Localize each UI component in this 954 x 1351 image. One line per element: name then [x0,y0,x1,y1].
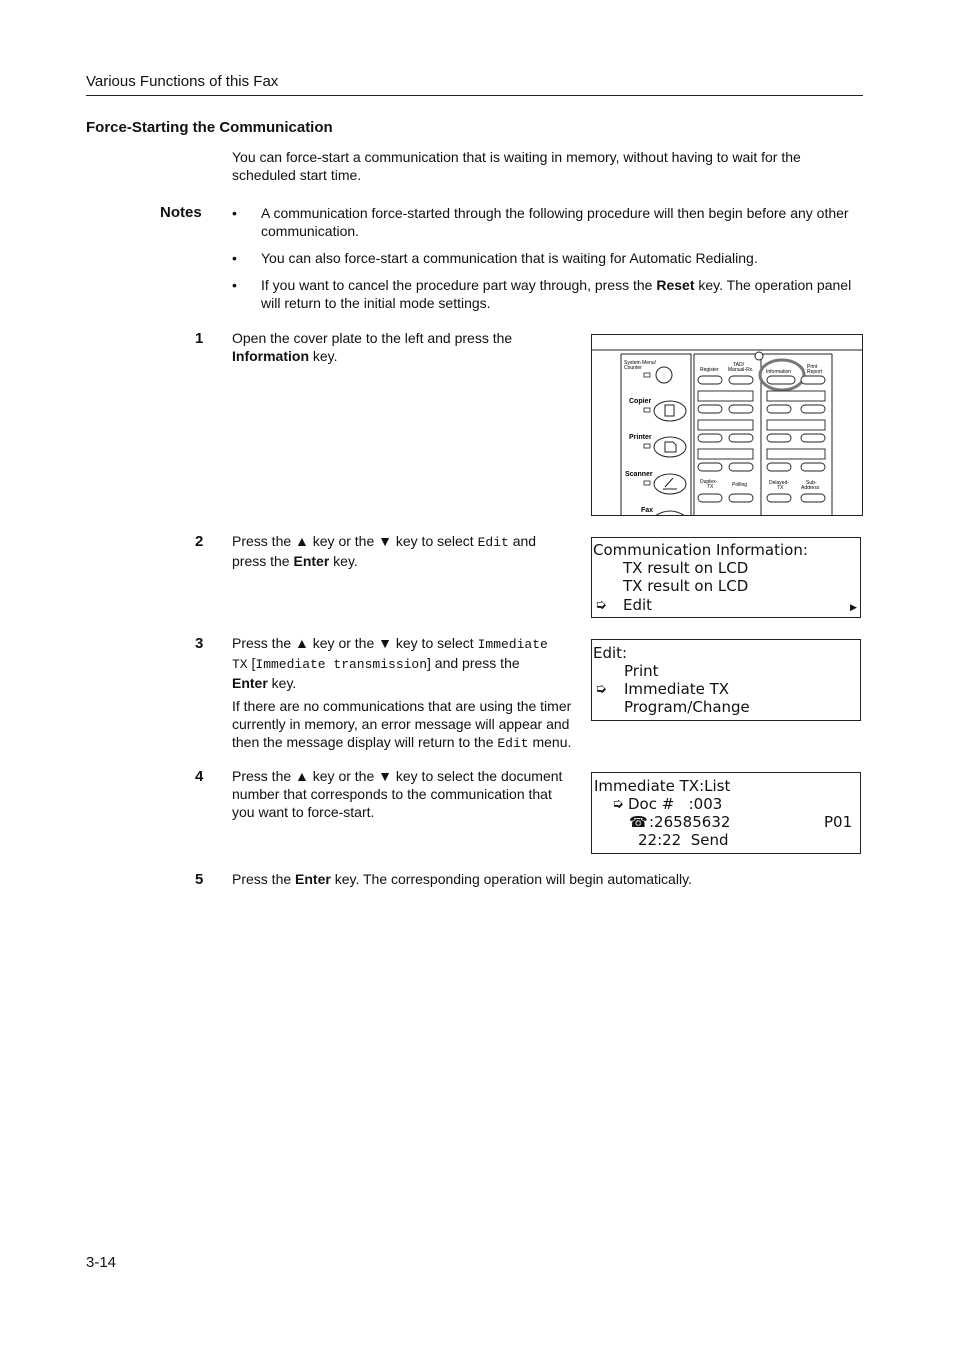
note-2: You can also force-start a communication that is waiting for Automatic Redialing. [261,250,758,266]
cursor-arrow-icon: ➭ [612,796,624,812]
key-label-manual-rx: Manual-Rx. [728,367,754,373]
lcd-row: TX result on LCD [623,577,749,595]
running-header [86,73,863,96]
mode-label-scanner: Scanner [625,471,653,478]
more-right-icon: ▶ [850,603,857,613]
step-number: 3 [195,635,204,652]
step-number: 1 [195,330,204,347]
cursor-arrow-icon: ➭ [595,681,607,697]
step-3-note: If there are no communications that are using the timer currently in memory, an error message will appear and then the message display will return to the Edit menu. [232,698,572,751]
operation-panel-illustration [591,334,863,516]
enter-key-label: Enter [232,675,268,691]
lcd-page: P01 [824,813,853,831]
step-4-text: Press the ▲ key or the ▼ key to select the document number that corresponds to the communication that you want to force-start. [232,768,563,820]
key-label-duplex-tx: Duplex- [700,479,718,485]
lcd-title: Communication Information: [593,541,808,559]
cursor-arrow-icon: ➭ [595,597,607,613]
step-5-text: Press the Enter key. The corresponding operation will begin automatically. [232,871,692,887]
svg-text:Address: Address [801,485,820,491]
lcd-row-selected: Edit [623,596,653,614]
section-title: Force-Starting the Communication [86,119,333,136]
svg-text:Report: Report [807,369,823,375]
note-1 [261,204,863,240]
reset-key-label: Reset [656,277,695,293]
lcd-title: Edit: [593,644,628,662]
note-1-line2: communication. [261,223,360,239]
lcd-phone-number: :26585632 [649,813,731,831]
lcd-title: Immediate TX:List [594,777,731,795]
lcd-time-status: 22:22 Send [638,831,729,849]
bullet: • [232,277,237,293]
lcd-edit-menu [591,639,861,721]
key-label-print-report: Print [807,364,818,370]
step-3-text: Press the ▲ key or the ▼ key to select Immediate TX [Immediate transmission] and press the Enter key. [232,635,548,691]
lcd-row: Print [624,662,659,680]
svg-text:TX: TX [707,484,714,490]
phone-icon: ☎ [629,813,648,831]
note-3-line1: If you want to cancel the procedure part way through, press the Reset key. The operation panel [261,277,852,293]
operation-panel-drawing [591,334,863,516]
notes-label: Notes [160,204,202,221]
enter-key-label: Enter [295,871,331,887]
enter-key-label: Enter [293,553,330,569]
mode-label-system-menu: System Menu/ [624,360,656,366]
lcd-communication-information [591,537,861,618]
lcd-row: TX result on LCD [623,559,749,577]
key-label-information: Information [766,369,792,375]
step-number: 5 [195,871,204,888]
svg-text:TX: TX [777,485,784,491]
lcd-immediate-tx-list [591,772,861,854]
svg-text:Counter: Counter [624,365,642,371]
step-number: 4 [195,768,204,785]
key-label-register: Register [700,367,719,373]
intro-paragraph: You can force-start a communication that is waiting in memory, without having to wait for the scheduled start time. [232,149,801,183]
key-label-delayed-tx: Delayed- [769,480,790,486]
mode-label-fax: Fax [641,507,654,514]
svg-text:TAD/: TAD/ [733,362,745,368]
step-2-text: Press the ▲ key or the ▼ key to select Edit and press the Enter key. [232,533,537,569]
note-1-line1: A communication force-started through the following procedure will then begin before any other [261,205,849,221]
note-3-line2: will return to the initial mode settings. [261,295,491,311]
header-title: Various Functions of this Fax [86,73,279,90]
step-1-text: Open the cover plate to the left and press the Information key. [232,330,513,364]
lcd-row-selected: Immediate TX [624,680,730,698]
bullet: • [232,250,237,266]
key-label-polling: Polling [732,482,748,488]
step-number: 2 [195,533,204,550]
lcd-doc-number: Doc # :003 [628,795,723,813]
key-label-sub-address: Sub- [806,480,817,486]
page-number: 3-14 [86,1254,117,1271]
mode-label-copier: Copier [629,398,652,405]
mode-label-printer: Printer [629,434,652,441]
bullet: • [232,205,237,221]
edit-menu-code: Edit [477,535,509,550]
information-key-label: Information [232,348,309,364]
lcd-row: Program/Change [624,698,750,716]
note-3 [261,276,863,312]
